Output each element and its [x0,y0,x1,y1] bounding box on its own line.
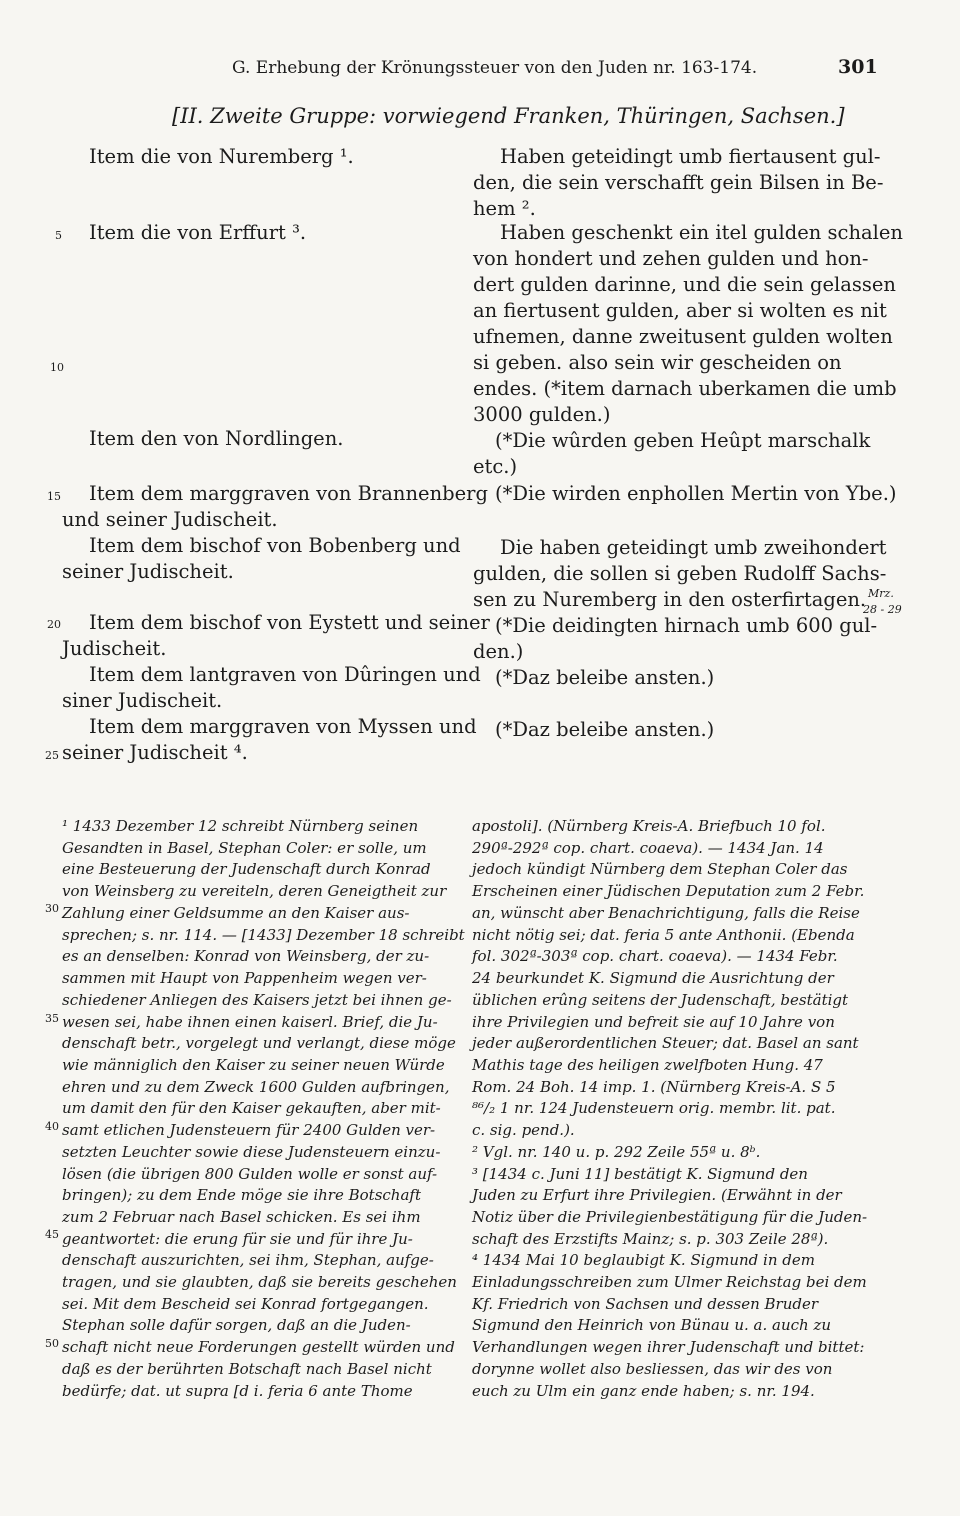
footnote-line: sei. Mit dem Bescheid sei Konrad fortgegangen. [62,1295,429,1313]
footnote-line: ² Vgl. nr. 140 u. p. 292 Zeile 55ª u. 8ᵇ. [472,1143,761,1161]
group-title: [II. Zweite Gruppe: vorwiegend Franken, Thüringen, Sachsen.] [172,104,845,128]
right-line: si geben. also sein wir gescheiden on [473,351,842,374]
footnote-line: ⁴ 1434 Mai 10 beglaubigt K. Sigmund in dem [472,1251,815,1269]
page-number: 301 [838,56,878,78]
footnote-line: jeder außerordentlichen Steuer; dat. Basel an sant [472,1034,859,1052]
footnote-line: denschaft auszurichten, sei ihm, Stephan, aufge- [62,1251,434,1269]
right-line: gulden, die sollen si geben Rudolff Sachs- [473,562,887,585]
footnote-line: samt etlichen Judensteuern für 2400 Gulden ver- [62,1121,436,1139]
right-line: 3000 gulden.) [473,403,611,426]
line-number: 50 [45,1337,59,1350]
footnote-line: es an denselben: Konrad von Weinsberg, der zu- [62,947,430,965]
footnote-line: setzten Leuchter sowie diese Judensteuern einzu- [62,1143,441,1161]
right-line: ufnemen, danne zweitusent gulden wolten [473,325,893,348]
left-line: seiner Judischeit. [62,560,234,583]
footnote-line: Sigmund den Heinrich von Bünau u. a. auch zu [472,1316,832,1334]
footnote-line: Zahlung einer Geldsumme an den Kaiser aus- [62,904,410,922]
left-line: Item dem bischof von Bobenberg und [89,534,461,557]
footnote-line: 24 beurkundet K. Sigmund die Ausrichtung der [472,969,834,987]
right-line: Haben geschenkt ein itel gulden schalen [500,221,903,244]
footnote-line: Stephan solle dafür sorgen, daß an die Juden- [62,1316,411,1334]
right-line: etc.) [473,455,518,478]
right-line: (*Daz beleibe ansten.) [495,666,715,689]
footnote-line: ihre Privilegien und befreit sie auf 10 Jahre von [472,1013,835,1031]
left-line: seiner Judischeit ⁴. [62,741,248,764]
footnote-line: tragen, und sie glaubten, daß sie bereits geschehen [62,1273,457,1291]
line-number: 5 [55,229,62,242]
right-line: endes. (*item darnach uberkamen die umb [473,377,897,400]
footnote-line: fol. 302ª-303ª cop. chart. coaeva). — 1434 Febr. [472,947,838,965]
footnote-line: bringen); zu dem Ende möge sie ihre Botschaft [62,1186,421,1204]
footnote-line: jedoch kündigt Nürnberg dem Stephan Coler das [472,860,848,878]
footnote-line: sammen mit Haupt von Pappenheim wegen ver- [62,969,427,987]
footnote-line: zum 2 Februar nach Basel schicken. Es sei ihm [62,1208,421,1226]
footnote-line: schaft nicht neue Forderungen gestellt würden und [62,1338,455,1356]
footnote-line: an, wünscht aber Benachrichtigung, falls die Reise [472,904,860,922]
footnote-line: um damit den für den Kaiser gekauften, aber mit- [62,1099,441,1117]
footnote-line: Mathis tage des heiligen zwelfboten Hung. 47 [472,1056,823,1074]
line-number: 25 [45,749,59,762]
right-line: sen zu Nuremberg in den osterfirtagen. [473,588,867,611]
footnote-line: sprechen; s. nr. 114. — [1433] Dezember 18 schreibt [62,926,465,944]
footnote-line: lösen (die übrigen 800 Gulden wolle er sonst auf- [62,1165,438,1183]
left-line: siner Judischeit. [62,689,223,712]
footnote-line: eine Besteuerung der Judenschaft durch Konrad [62,860,431,878]
footnote-line: Rom. 24 Boh. 14 imp. 1. (Nürnberg Kreis-A. S 5 [472,1078,836,1096]
right-line: Die haben geteidingt umb zweihondert [500,536,887,559]
footnote-line: apostoli]. (Nürnberg Kreis-A. Briefbuch 10 fol. [472,817,826,835]
right-line: hem ². [473,197,536,220]
margin-date-days: 28 - 29 [863,603,902,616]
footnote-line: üblichen erûng seitens der Judenschaft, bestätigt [472,991,849,1009]
right-line: dert gulden darinne, und die sein gelassen [473,273,896,296]
line-number: 10 [50,361,64,374]
left-line: Judischeit. [62,637,167,660]
footnote-line: von Weinsberg zu vereiteln, deren Geneigtheit zur [62,882,447,900]
footnote-line: nicht nötig sei; dat. feria 5 ante Anthonii. (Ebenda [472,926,855,944]
right-line: an fiertusent gulden, aber si wolten es nit [473,299,887,322]
right-line: den, die sein verschafft gein Bilsen in Be- [473,171,884,194]
right-line: (*Daz beleibe ansten.) [495,718,715,741]
footnote-line: bedürfe; dat. ut supra [d i. feria 6 ante Thome [62,1382,413,1400]
footnote-line: 290ª-292ª cop. chart. coaeva). — 1434 Jan. 14 [472,839,824,857]
footnote-line: Juden zu Erfurt ihre Privilegien. (Erwähnt in der [472,1186,842,1204]
line-number: 15 [47,490,61,503]
footnote-line: daß es der berührten Botschaft nach Basel nicht [62,1360,432,1378]
right-line: Haben geteidingt umb fiertausent gul- [500,145,881,168]
footnote-line: ¹ 1433 Dezember 12 schreibt Nürnberg seinen [62,817,419,835]
footnote-line: schiedener Anliegen des Kaisers jetzt bei ihnen ge- [62,991,452,1009]
footnote-line: Notiz über die Privilegienbestätigung für die Juden- [472,1208,868,1226]
footnote-line: ehren und zu dem Zweck 1600 Gulden aufbringen, [62,1078,450,1096]
footnote-line: Einladungsschreiben zum Ulmer Reichstag bei dem [472,1273,867,1291]
right-line: von hondert und zehen gulden und hon- [473,247,869,270]
footnote-line: Gesandten in Basel, Stephan Coler: er solle, um [62,839,427,857]
left-line: Item dem marggraven von Brannenberg [89,482,488,505]
footnote-line: ³ [1434 c. Juni 11] bestätigt K. Sigmund den [472,1165,808,1183]
footnote-line: schaft des Erzstifts Mainz; s. p. 303 Zeile 28ª). [472,1230,829,1248]
footnote-line: denschaft betr., vorgelegt und verlangt, diese möge [62,1034,456,1052]
line-number: 30 [45,902,59,915]
line-number: 45 [45,1228,59,1241]
footnote-line: Erscheinen einer Jüdischen Deputation zum 2 Febr. [472,882,865,900]
footnote-line: Kf. Friedrich von Sachsen und dessen Bruder [472,1295,819,1313]
left-line: Item dem bischof von Eystett und seiner [89,611,490,634]
left-line: Item dem lantgraven von Dûringen und [89,663,481,686]
left-line: Item die von Nuremberg ¹. [89,145,354,168]
line-number: 40 [45,1120,59,1133]
footnote-line: wesen sei, habe ihnen einen kaiserl. Brief, die Ju- [62,1013,438,1031]
right-line: den.) [473,640,524,663]
right-line: (*Die wûrden geben Heûpt marschalk [495,429,871,452]
left-line: Item die von Erffurt ³. [89,221,307,244]
footnote-line: euch zu Ulm ein ganz ende haben; s. nr. 194. [472,1382,815,1400]
left-line: und seiner Judischeit. [62,508,278,531]
line-number: 35 [45,1012,59,1025]
right-line: (*Die deidingten hirnach umb 600 gul- [495,614,878,637]
margin-date-month: Mrz. [868,587,894,600]
footnote-line: geantwortet: die erung für sie und für ihre Ju- [62,1230,413,1248]
footnote-line: ⁸⁶/₂ 1 nr. 124 Judensteuern orig. membr. lit. pat. [472,1099,836,1117]
running-header: G. Erhebung der Krönungssteuer von den Juden nr. 163-174. [232,58,758,78]
footnote-line: wie männiglich den Kaiser zu seiner neuen Würde [62,1056,445,1074]
line-number: 20 [47,618,61,631]
left-line: Item den von Nordlingen. [89,427,344,450]
left-line: Item dem marggraven von Myssen und [89,715,477,738]
footnote-line: Verhandlungen wegen ihrer Judenschaft und bittet: [472,1338,865,1356]
right-line: (*Die wirden enphollen Mertin von Ybe.) [495,482,897,505]
footnote-line: c. sig. pend.). [472,1121,575,1139]
footnote-line: dorynne wollet also besliessen, das wir des von [472,1360,833,1378]
